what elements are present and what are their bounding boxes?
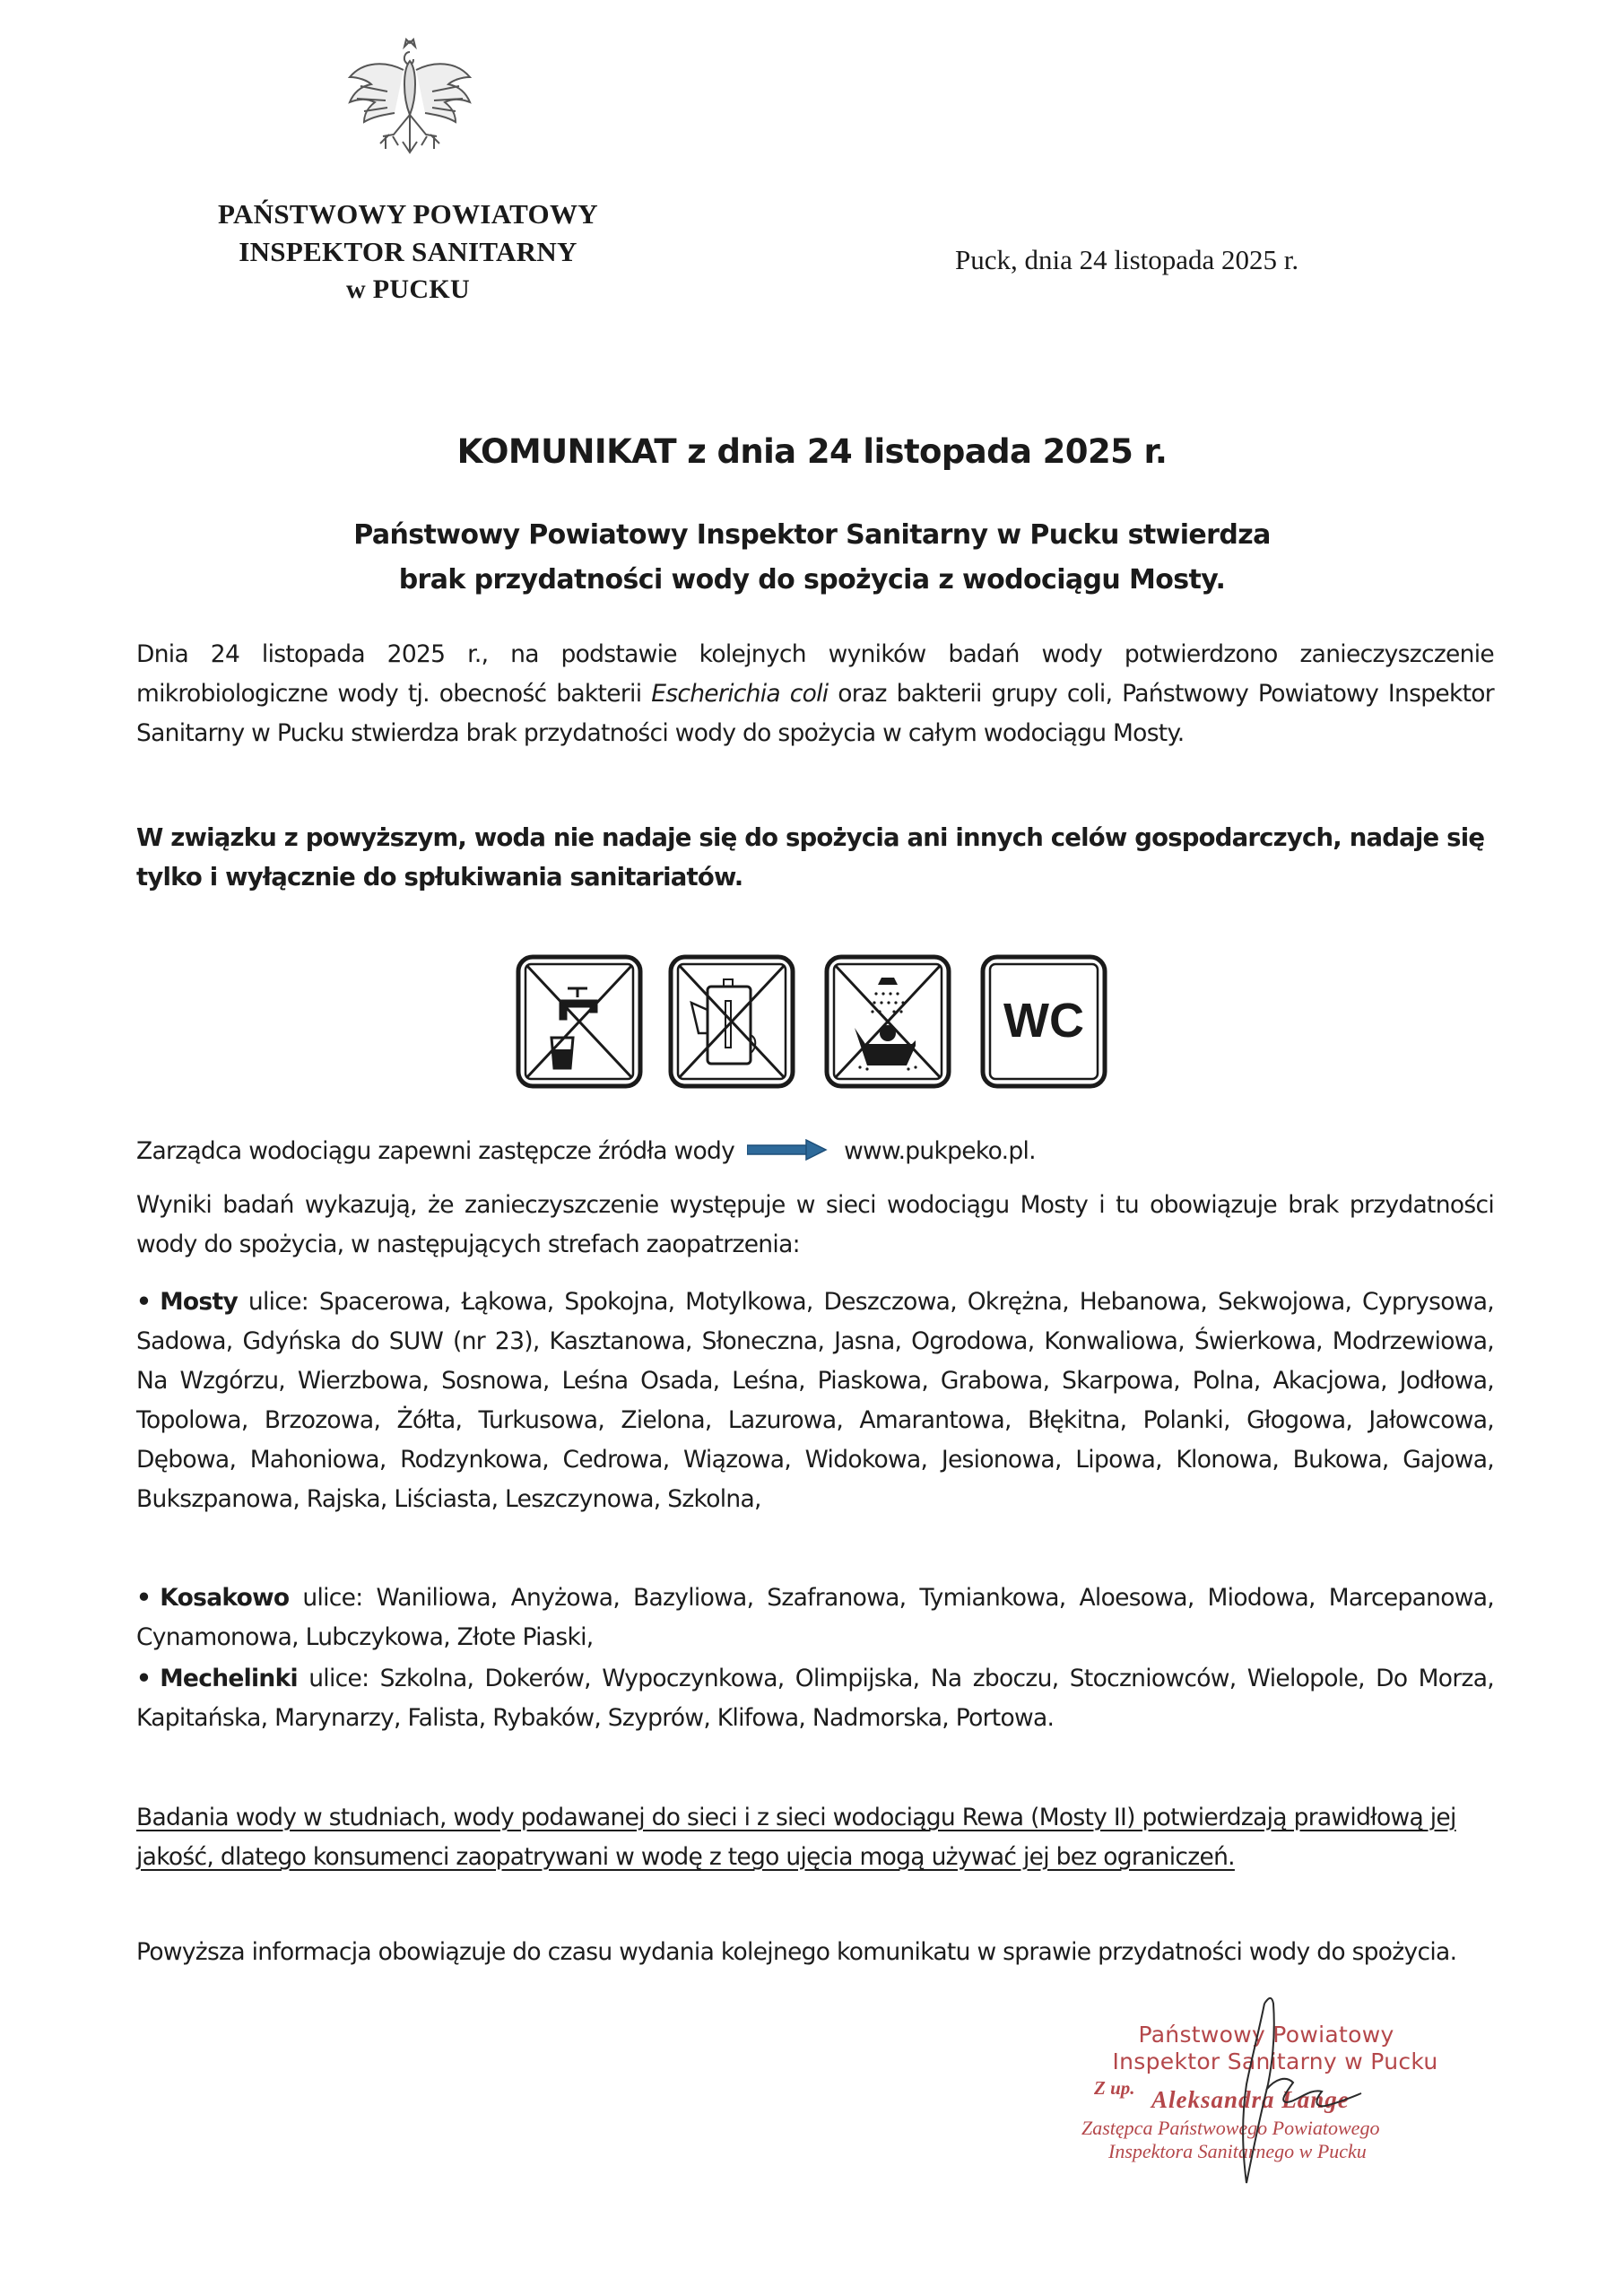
results-intro-paragraph: Wyniki badań wykazują, że zanieczyszczenie występuje w sieci wodociągu Mosty i tu obowiązuje brak przydatności wody do spożycia, w następujących strefach zaopatrzenia: — [136, 1191, 1494, 1258]
issuer-line-2: INSPEKTOR SANITARNY — [239, 236, 578, 267]
subtitle-line-2: brak przydatności wody do spożycia z wodociągu Mosty. — [398, 564, 1226, 596]
replacement-water-text: Zarządca wodociągu zapewni zastępcze źródła wody — [136, 1137, 735, 1165]
zone-streets: Waniliowa, Anyżowa, Bazyliowa, Szafranowa, Tymiankowa, Aloesowa, Miodowa, Marcepanowa, Cynamonowa, Lubczykowa, Złote Piaski, — [136, 1584, 1494, 1651]
rewa-note-paragraph: Badania wody w studniach, wody podawanej do sieci i z sieci wodociągu Rewa (Mosty II) potwierdzają prawidłową jej jakość, dlatego konsumenci zaopatrywani w wodę z tego ujęcia mogą używać jej bez ograniczeń. — [136, 1804, 1456, 1871]
replacement-water-line — [136, 1132, 1494, 1171]
validity-paragraph: Powyższa informacja obowiązuje do czasu wydania kolejnego komunikatu w sprawie przydatności wody do spożycia. — [136, 1938, 1457, 1966]
no-bathing-icon — [824, 954, 951, 1089]
paragraph-text: Dnia 24 listopada 2025 r., na podstawie kolejnych wyników badań wody potwierdzono zanieczyszczenie mikrobiologiczne wody tj. obecność bakterii — [136, 640, 1494, 708]
stamp-on-behalf: Z up. — [1094, 2077, 1135, 2099]
zone-prefix: ulice: — [289, 1584, 377, 1612]
zone-item-kosakowo — [136, 1578, 1494, 1657]
operator-website-link[interactable]: www.pukpeko.pl. — [844, 1137, 1036, 1165]
arrow-right-icon — [747, 1139, 828, 1161]
stamp-line-2: Inspektor Sanitarny w Pucku — [1112, 2048, 1438, 2074]
zone-prefix: ulice: — [297, 1665, 380, 1692]
no-kettle-cooking-icon — [668, 954, 795, 1089]
bacteria-name: Escherichia coli — [651, 680, 829, 708]
issuer-header — [170, 196, 646, 309]
bullet: • — [136, 1665, 152, 1692]
zone-name: Mosty — [160, 1288, 239, 1316]
subtitle-line-1: Państwowy Powiatowy Inspektor Sanitarny w Pucku stwierdza — [353, 519, 1271, 551]
polish-eagle-emblem-icon — [334, 34, 486, 169]
zone-streets: Szkolna, Dokerów, Wypoczynkowa, Olimpijska, Na zboczu, Stoczniowców, Wielopole, Do Morza, Kapitańska, Marynarzy, Falista, Rybaków, Szyprów, Klifowa, Nadmorska, Portowa. — [136, 1665, 1494, 1732]
issuer-line-1: PAŃSTWOWY POWIATOWY — [218, 198, 598, 230]
place-date: Puck, dnia 24 listopada 2025 r. — [955, 244, 1299, 275]
svg-text:WC: WC — [1003, 994, 1084, 1048]
zone-item-mosty — [136, 1283, 1494, 1519]
no-drinking-tap-icon — [516, 954, 643, 1089]
stamp-line-1: Państwowy Powiatowy — [1138, 2022, 1394, 2048]
contamination-paragraph — [136, 635, 1494, 753]
document-subtitle — [0, 513, 1624, 603]
bullet: • — [136, 1288, 152, 1316]
official-stamp — [1058, 2009, 1489, 2224]
issuer-line-3: w PUCKU — [346, 274, 470, 304]
paragraph-text: oraz bakterii grupy coli, Państwowy Powiatowy Inspektor Sanitarny w Pucku stwierdza brak przydatności wody do spożycia w całym wodociągu Mosty. — [136, 680, 1494, 747]
wc-icon — [980, 954, 1107, 1089]
warning-paragraph: W związku z powyższym, woda nie nadaje się do spożycia ani innych celów gospodarczych, nadaje się tylko i wyłącznie do spłukiwania sanitariatów. — [136, 823, 1485, 891]
zone-item-mechelinki — [136, 1659, 1494, 1738]
stamp-role-line-1: Zastępca Państwowego Powiatowego — [1081, 2117, 1380, 2139]
bullet: • — [136, 1584, 152, 1612]
document-title: KOMUNIKAT z dnia 24 listopada 2025 r. — [456, 432, 1168, 471]
stamp-signatory-name: Aleksandra Lange — [1151, 2086, 1350, 2113]
zone-prefix: ulice: — [238, 1288, 319, 1316]
stamp-role-line-2: Inspektora Sanitarnego w Pucku — [1108, 2140, 1367, 2162]
zone-name: Kosakowo — [160, 1584, 290, 1612]
zone-streets: Spacerowa, Łąkowa, Spokojna, Motylkowa, Deszczowa, Okrężna, Hebanowa, Sekwojowa, Cyprysowa, Sadowa, Gdyńska do SUW (nr 23), Kasztanowa, Słoneczna, Jasna, Ogrodowa, Konwaliowa, Świerkowa, Modrzewiowa, Na Wzgórzu, Wierzbowa, Sosnowa, Leśna Osada, Leśna, Piaskowa, Grabowa, Skarpowa, Polna, Akacjowa, Jodłowa, Topolowa, Brzozowa, Żółta, Turkusowa, Zielona, Lazurowa, Amarantowa, Błękitna, Polanki, Głogowa, Jałowcowa, Dębowa, Mahoniowa, Rodzynkowa, Cedrowa, Wiązowa, Widokowa, Jesionowa, Lipowa, Klonowa, Bukowa, Gajowa, Bukszpanowa, Rajska, Liściasta, Leszczynowa, Szkolna, — [136, 1288, 1495, 1513]
pictogram-row — [516, 954, 1116, 1089]
zone-name: Mechelinki — [160, 1665, 298, 1692]
